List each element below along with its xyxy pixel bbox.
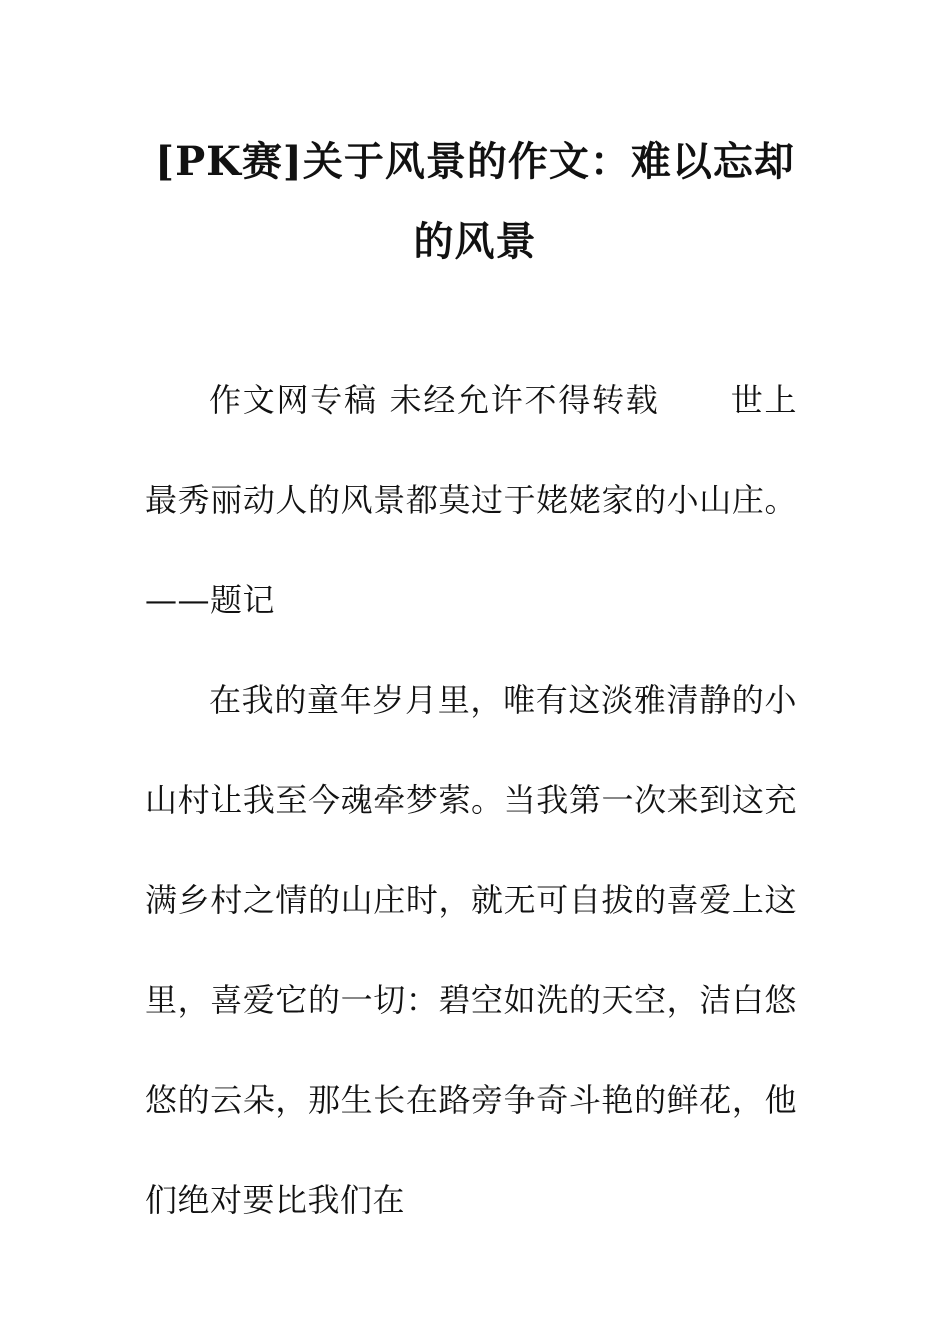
paragraph-intro bbox=[145, 350, 797, 650]
intro-text: 世上最秀丽动人的风景都莫过于姥姥家的小山庄。——题记 bbox=[145, 381, 797, 619]
paragraph-main: 在我的童年岁月里，唯有这淡雅清静的小山村让我至今魂牵梦萦。当我第一次来到这充满乡村之情的山庄时，就无可自拔的喜爱上这里，喜爱它的一切：碧空如洗的天空，洁白悠悠的云朵，那生长在路旁争奇斗艳的鲜花，他们绝对要比我们在 bbox=[145, 681, 797, 1219]
copyright-notice: 作文网专稿 未经允许不得转载 bbox=[209, 381, 660, 419]
document-body bbox=[145, 350, 797, 1250]
document-title: [PK赛]关于风景的作文：难以忘却的风景 bbox=[155, 138, 795, 265]
